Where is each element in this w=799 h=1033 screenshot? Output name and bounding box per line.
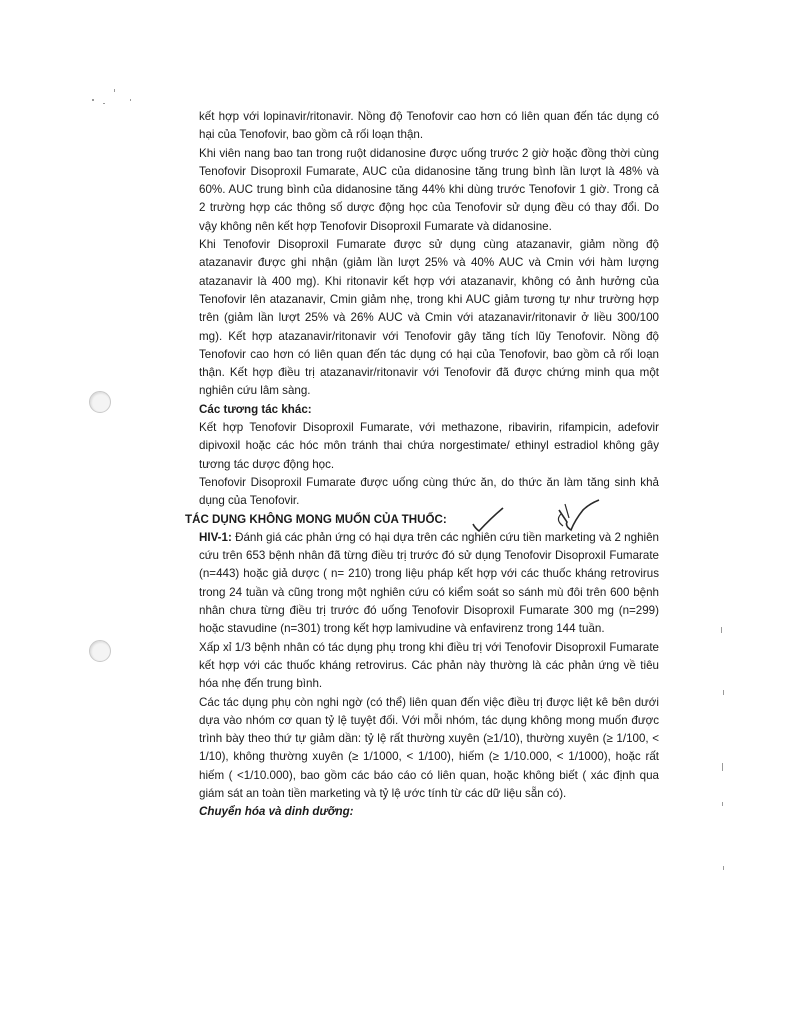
hiv-text: Đánh giá các phản ứng có hại dựa trên các nghiên cứu tiền marketing và 2 nghiên cứu trên 653 bệnh nhân đã từng điều trị trước đó sử dụng Tenofovir Disoproxil Fumarate (n=443) hoặc giả dược ( n= 210) trong liệu pháp kết hợp với các thuốc kháng retrovirus trong 24 tuần và cũng trong một nghiên cứu có kiểm soát so sánh mù đôi trên 600 bệnh nhân chưa từng điều trị trước đó uống Tenofovir Disoproxil Fumarate 300 mg (n=299) hoặc stavudine (n=301) trong kết hợp lamivudine và enfavirenz trong 144 tuần. bbox=[199, 530, 659, 636]
paragraph-other-combinations: Kết hợp Tenofovir Disoproxil Fumarate, với methazone, ribavirin, rifampicin, adefovir dipivoxil hoặc các hóc môn tránh thai chứa norgestimate/ ethinyl estradiol không gây tương tác dược động học. bbox=[199, 421, 659, 471]
punch-hole-lower bbox=[89, 640, 111, 662]
paragraph-frequency: Các tác dụng phụ còn nghi ngờ (có thể) liên quan đến việc điều trị được liệt kê bên dưới dựa vào nhóm cơ quan tỷ lệ tuyệt đối. Với mỗi nhóm, tác dụng không mong muốn được trình bày theo thứ tự giảm dần: tỷ lệ rất thường xuyên (≥1/10), thường xuyên (≥ 1/100, < 1/10), không thường xuyên (≥ 1/1000, < 1/100), hiếm (≥ 1/10.000, < 1/1000), hoặc rất hiếm ( <1/10.000), bao gồm các báo cáo có liên quan, hoặc không biết ( xác định qua giám sát an toàn tiền marketing và tỷ lệ ước tính từ các dữ liệu sẵn có). bbox=[199, 695, 659, 800]
metabolism-heading: Chuyển hóa và dinh dưỡng: bbox=[199, 805, 354, 819]
other-interactions-heading: Các tương tác khác: bbox=[199, 402, 312, 416]
paragraph-hiv bbox=[199, 529, 659, 639]
paragraph-atazanavir: Khi Tenofovir Disoproxil Fumarate được sử dụng cùng atazanavir, giảm nồng độ atazanavir được ghi nhận (giảm lần lượt 25% và 40% AUC và Cmin với hàm lượng atazanavir là 400 mg). Khi ritonavir kết hợp với atazanavir, không có ảnh hưởng của Tenofovir lên atazanavir, Cmin giảm nhẹ, trong khi AUC giảm tương tự như trường hợp trên (giảm lần lượt 25% và 26% AUC và Cmin với atazanavir/ritonavir ở liều 300/100 mg). Kết hợp atazanavir/ritonavir với Tenofovir gây tăng tích lũy Tenofovir. Nồng độ Tenofovir cao hơn có liên quan đến tác dụng có hại của Tenofovir, bao gồm cả rối loạn thận. Kết hợp điều trị atazanavir/ritonavir với Tenofovir đã được chứng minh qua một nghiên cứu lâm sàng. bbox=[199, 238, 659, 398]
hiv-label: HIV-1: bbox=[199, 530, 232, 544]
paragraph-lopinavir: kết hợp với lopinavir/ritonavir. Nồng độ Tenofovir cao hơn có liên quan đến tác dụng có hại của Tenofovir, bao gồm cả rối loạn thận. bbox=[199, 110, 659, 142]
document-body bbox=[185, 108, 659, 822]
adverse-effects-heading: TÁC DỤNG KHÔNG MONG MUỐN CỦA THUỐC: bbox=[185, 512, 447, 526]
punch-hole-upper bbox=[89, 391, 111, 413]
paragraph-didanosine: Khi viên nang bao tan trong ruột didanosine được uống trước 2 giờ hoặc đồng thời cùng Tenofovir Disoproxil Fumarate, AUC của didanosine tăng trung bình lần lượt là 48% và 60%. AUC trung bình của didanosine tăng 44% khi dùng trước Tenofovir 1 giờ. Trong cả 2 trường hợp các thông số dược động học của Tenofovir sử dụng đều có thay đổi. Do vậy không nên kết hợp Tenofovir Disoproxil Fumarate và didanosine. bbox=[199, 146, 659, 233]
paragraph-one-third: Xấp xỉ 1/3 bệnh nhân có tác dụng phụ trong khi điều trị với Tenofovir Disoproxil Fumarate kết hợp với các thuốc kháng retrovirus. Các phản này thường là các phản ứng về tiêu hóa nhẹ đến trung bình. bbox=[199, 640, 659, 691]
paragraph-food: Tenofovir Disoproxil Fumarate được uống cùng thức ăn, do thức ăn làm tăng sinh khả dụng của Tenofovir. bbox=[199, 475, 659, 508]
